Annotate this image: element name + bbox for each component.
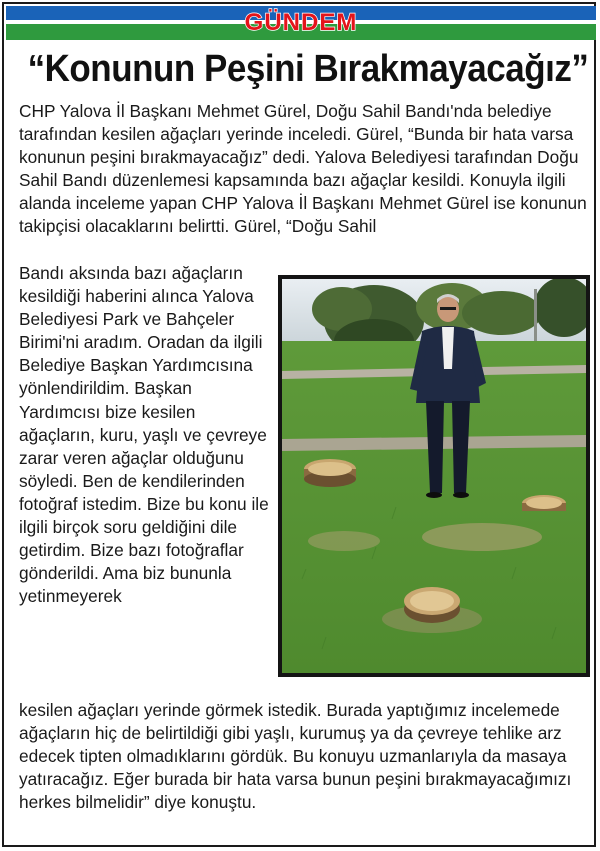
article-lead-text: CHP Yalova İl Başkanı Mehmet Gürel, Doğu Sahil Bandı'nda belediye tarafından kesilen ağaçları yerinde inceledi. Gürel, “Bunda bir hata varsa konunun peşini bırakmayacağız” dedi. Yalova Belediyesi tarafından Doğu Sahil Bandı düzenlemesi kapsamında bazı ağaçlar kesildi. Konuyla ilgili alanda inceleme yapan CHP Yalova İl Başkanı Mehmet Gürel ise konunun takipçisi olacaklarını belirtti. Gürel, “Doğu Sahil [19, 101, 587, 237]
article-frame [2, 2, 596, 847]
photo-illustration [282, 279, 586, 673]
article-wrapped-column [19, 262, 271, 608]
article-tail-text: kesilen ağaçları yerinde görmek istedik. Burada yaptığımız incelemede ağaçların hiç de belirtildiği gibi yaşlı, kurumuş ya da çevreye tehlike arz edecek tipten olmadıklarını gördük. Bu konuyu uzmanlarıyla da masaya yatıracağız. Eğer burada bir hata varsa bunun peşini bırakmayacağımızı herkes bilmelidir” diye konuştu. [19, 700, 572, 813]
article-headline: “Konunun Peşini Bırakmayacağız” [27, 48, 589, 90]
article-wrapped-text: Bandı aksında bazı ağaçların kesildiği haberini alınca Yalova Belediyesi Park ve Bahçeler Birimi'ni aradım. Oradan da ilgili Belediye Başkan Yardımcısına yönlendirildim. Başkan Yardımcısı bize kesilen ağaçların, kuru, yaşlı ve çevreye zarar veren ağaçlar olduğunu söyledi. Ben de kendilerinden fotoğraf istedim. Bize bu konu ile ilgili birçok soru geldiğini dile getirdim. Bize bazı fotoğraflar gönderildi. Ama biz bununla yetinmeyerek [19, 263, 269, 607]
article-lead [19, 100, 591, 239]
section-band [6, 6, 596, 40]
section-label: GÜNDEM [244, 9, 358, 36]
article-photo [278, 275, 590, 677]
article-tail [19, 699, 591, 814]
